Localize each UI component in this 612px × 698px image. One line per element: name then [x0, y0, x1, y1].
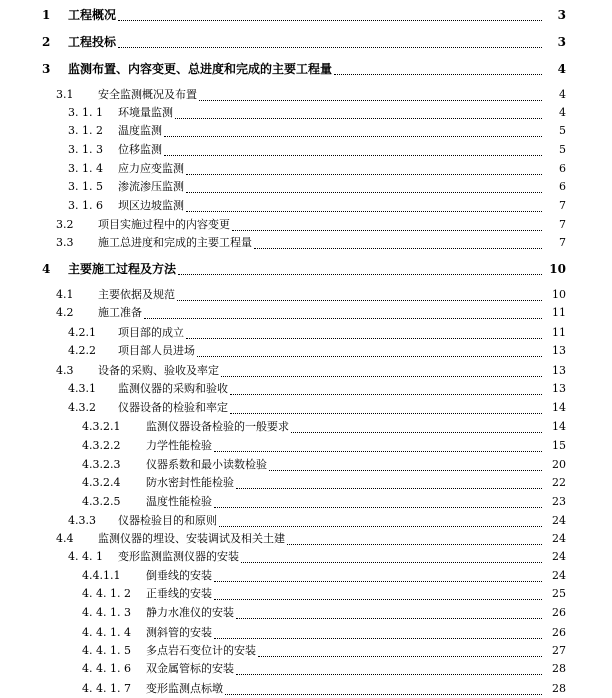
toc-entry-page-number: 26	[552, 606, 566, 619]
toc-leader-dots	[199, 82, 542, 101]
toc-entry-title: 力学性能检验	[146, 439, 212, 452]
toc-entry-title: 施工总进度和完成的主要工程量	[98, 236, 252, 249]
toc-entry-page-number: 22	[552, 476, 566, 489]
toc-entry-number: 1	[42, 8, 51, 22]
toc-entry-title: 工程投标	[68, 35, 117, 49]
toc-leader-dots	[164, 118, 542, 137]
toc-entry-page-number: 4	[557, 62, 566, 76]
toc-entry-number: 4.3.2.4	[82, 476, 121, 489]
toc-entry-number: 4.3.2.5	[82, 495, 121, 508]
toc-entry-title: 多点岩石变位计的安装	[146, 644, 256, 657]
toc-entry-number: 3. 1. 4	[68, 162, 103, 175]
toc-entry-title: 监测仪器的埋设、安装调试及相关土建	[98, 532, 285, 545]
toc-entry-title: 主要依据及规范	[98, 288, 175, 301]
toc-leader-dots	[186, 174, 542, 193]
toc-entry-page-number: 24	[552, 569, 566, 582]
toc-entry-title: 监测仪器的采购和验收	[118, 382, 228, 395]
toc-entry-title: 安全监测概况及布置	[98, 88, 197, 101]
toc-entry-title: 双金属管标的安装	[146, 662, 234, 675]
toc-entry-number: 4. 4. 1. 7	[82, 682, 131, 695]
toc-entry-number: 3. 1. 5	[68, 180, 103, 193]
toc-entry-number: 4.1	[56, 288, 74, 301]
toc-entry-page-number: 25	[552, 587, 566, 600]
toc-entry-page-number: 26	[552, 626, 566, 639]
toc-leader-dots	[197, 338, 542, 357]
toc-leader-dots	[225, 676, 542, 695]
toc-entry-page-number: 11	[552, 306, 566, 319]
toc-entry[interactable]	[0, 680, 612, 698]
toc-entry-title: 变形监测点标墩	[146, 682, 223, 695]
toc-entry-title: 项目部的成立	[118, 326, 184, 339]
toc-entry-number: 4.2.2	[68, 344, 96, 357]
toc-leader-dots	[178, 256, 542, 275]
toc-leader-dots	[241, 544, 542, 563]
toc-entry-title: 应力应变监测	[118, 162, 184, 175]
toc-entry-number: 4.3.3	[68, 514, 96, 527]
toc-entry-title: 主要施工过程及方法	[68, 262, 177, 276]
toc-leader-dots	[219, 508, 542, 527]
toc-entry-page-number: 15	[552, 439, 566, 452]
toc-entry-page-number: 23	[552, 495, 566, 508]
toc-entry-title: 温度监测	[118, 124, 162, 137]
toc-entry-title: 变形监测监测仪器的安装	[118, 550, 239, 563]
toc-entry[interactable]	[0, 6, 612, 24]
toc-entry-page-number: 24	[552, 550, 566, 563]
toc-entry[interactable]	[0, 234, 612, 252]
toc-entry-number: 4. 4. 1. 5	[82, 644, 131, 657]
toc-entry-page-number: 3	[557, 35, 566, 49]
toc-entry-number: 4. 4. 1. 4	[82, 626, 131, 639]
toc-entry-number: 4.3.2.3	[82, 458, 121, 471]
toc-leader-dots	[186, 156, 542, 175]
toc-leader-dots	[214, 433, 542, 452]
toc-leader-dots	[214, 620, 542, 639]
toc-entry-number: 3.3	[56, 236, 74, 249]
toc-entry-title: 测斜管的安装	[146, 626, 212, 639]
toc-leader-dots	[164, 137, 542, 156]
toc-entry-title: 坝区边坡监测	[118, 199, 184, 212]
toc-entry-page-number: 6	[559, 162, 566, 175]
toc-leader-dots	[221, 358, 542, 377]
toc-entry-number: 4.3.1	[68, 382, 96, 395]
toc-leader-dots	[291, 414, 542, 433]
toc-entry-page-number: 5	[559, 124, 566, 137]
toc-leader-dots	[254, 230, 542, 249]
toc-leader-dots	[287, 526, 542, 545]
toc-leader-dots	[258, 638, 542, 657]
toc-entry-number: 4.4.1.1	[82, 569, 121, 582]
toc-leader-dots	[334, 56, 542, 75]
toc-entry-number: 4.3.2	[68, 401, 96, 414]
toc-entry-number: 4. 4. 1. 3	[82, 606, 131, 619]
toc-entry-page-number: 7	[559, 199, 566, 212]
toc-entry-number: 4.3.2.2	[82, 439, 121, 452]
toc-entry-page-number: 24	[552, 514, 566, 527]
toc-entry-title: 位移监测	[118, 143, 162, 156]
toc-entry-page-number: 10	[549, 262, 566, 276]
toc-entry-page-number: 7	[559, 218, 566, 231]
toc-entry-title: 监测布置、内容变更、总进度和完成的主要工程量	[68, 62, 333, 76]
toc-leader-dots	[230, 395, 542, 414]
toc-entry-number: 4.2.1	[68, 326, 96, 339]
toc-entry-number: 4. 4. 1. 2	[82, 587, 131, 600]
toc-entry-page-number: 10	[552, 288, 566, 301]
toc-leader-dots	[214, 563, 542, 582]
toc-entry-page-number: 13	[552, 364, 566, 377]
toc-entry-title: 工程概况	[68, 8, 117, 22]
toc-entry-page-number: 7	[559, 236, 566, 249]
toc-entry-title: 正垂线的安装	[146, 587, 212, 600]
toc-leader-dots	[186, 193, 542, 212]
toc-leader-dots	[214, 581, 542, 600]
toc-entry-title: 静力水准仪的安装	[146, 606, 234, 619]
toc-entry-number: 4.4	[56, 532, 74, 545]
toc-leader-dots	[177, 282, 542, 301]
toc-entry-page-number: 13	[552, 344, 566, 357]
toc-entry[interactable]	[0, 33, 612, 51]
toc-entry-number: 2	[42, 35, 51, 49]
toc-leader-dots	[118, 2, 542, 21]
toc-entry-title: 环境量监测	[118, 106, 173, 119]
toc-entry-number: 4	[42, 262, 51, 276]
toc-entry-title: 设备的采购、验收及率定	[98, 364, 219, 377]
toc-entry-page-number: 27	[552, 644, 566, 657]
toc-entry-page-number: 6	[559, 180, 566, 193]
toc-entry-page-number: 4	[559, 88, 566, 101]
toc-entry-title: 监测仪器设备检验的一般要求	[146, 420, 289, 433]
toc-entry-page-number: 3	[557, 8, 566, 22]
toc-leader-dots	[269, 452, 542, 471]
toc-entry-number: 3. 1. 3	[68, 143, 103, 156]
toc-entry-page-number: 20	[552, 458, 566, 471]
toc-leader-dots	[144, 300, 542, 319]
toc-entry-number: 4.3	[56, 364, 74, 377]
toc-entry-page-number: 24	[552, 532, 566, 545]
toc-entry-page-number: 5	[559, 143, 566, 156]
toc-entry-number: 3. 1. 2	[68, 124, 103, 137]
toc-entry-title: 防水密封性能检验	[146, 476, 234, 489]
toc-entry-number: 3	[42, 62, 51, 76]
toc-entry-title: 渗流渗压监测	[118, 180, 184, 193]
toc-entry-title: 施工准备	[98, 306, 142, 319]
toc-entry-page-number: 14	[552, 401, 566, 414]
toc-leader-dots	[186, 320, 542, 339]
toc-entry-title: 仪器检验目的和原则	[118, 514, 217, 527]
toc-leader-dots	[236, 656, 542, 675]
toc-entry-title: 仪器设备的检验和率定	[118, 401, 228, 414]
toc-entry-number: 3.1	[56, 88, 74, 101]
toc-leader-dots	[214, 489, 542, 508]
toc-entry-number: 3. 1. 1	[68, 106, 103, 119]
toc-leader-dots	[175, 100, 542, 119]
toc-entry-page-number: 13	[552, 382, 566, 395]
toc-entry-number: 3. 1. 6	[68, 199, 103, 212]
toc-entry-number: 4.3.2.1	[82, 420, 121, 433]
toc-entry-page-number: 4	[559, 106, 566, 119]
toc-leader-dots	[230, 376, 542, 395]
toc-entry-title: 仪器系数和最小读数检验	[146, 458, 267, 471]
toc-entry-number: 3.2	[56, 218, 74, 231]
toc-entry-page-number: 28	[552, 682, 566, 695]
toc-entry-page-number: 11	[552, 326, 566, 339]
toc-entry-page-number: 14	[552, 420, 566, 433]
toc-entry-number: 4.2	[56, 306, 74, 319]
toc-leader-dots	[236, 600, 542, 619]
toc-entry-title: 倒垂线的安装	[146, 569, 212, 582]
toc-entry-title: 温度性能检验	[146, 495, 212, 508]
toc-leader-dots	[236, 470, 542, 489]
toc-leader-dots	[232, 212, 542, 231]
toc-entry-page-number: 28	[552, 662, 566, 675]
toc-entry-number: 4. 4. 1	[68, 550, 103, 563]
toc-entry-title: 项目部人员进场	[118, 344, 195, 357]
toc-entry-title: 项目实施过程中的内容变更	[98, 218, 230, 231]
toc-entry[interactable]	[0, 260, 612, 278]
toc-entry[interactable]	[0, 60, 612, 78]
toc-entry-number: 4. 4. 1. 6	[82, 662, 131, 675]
toc-leader-dots	[118, 29, 542, 48]
